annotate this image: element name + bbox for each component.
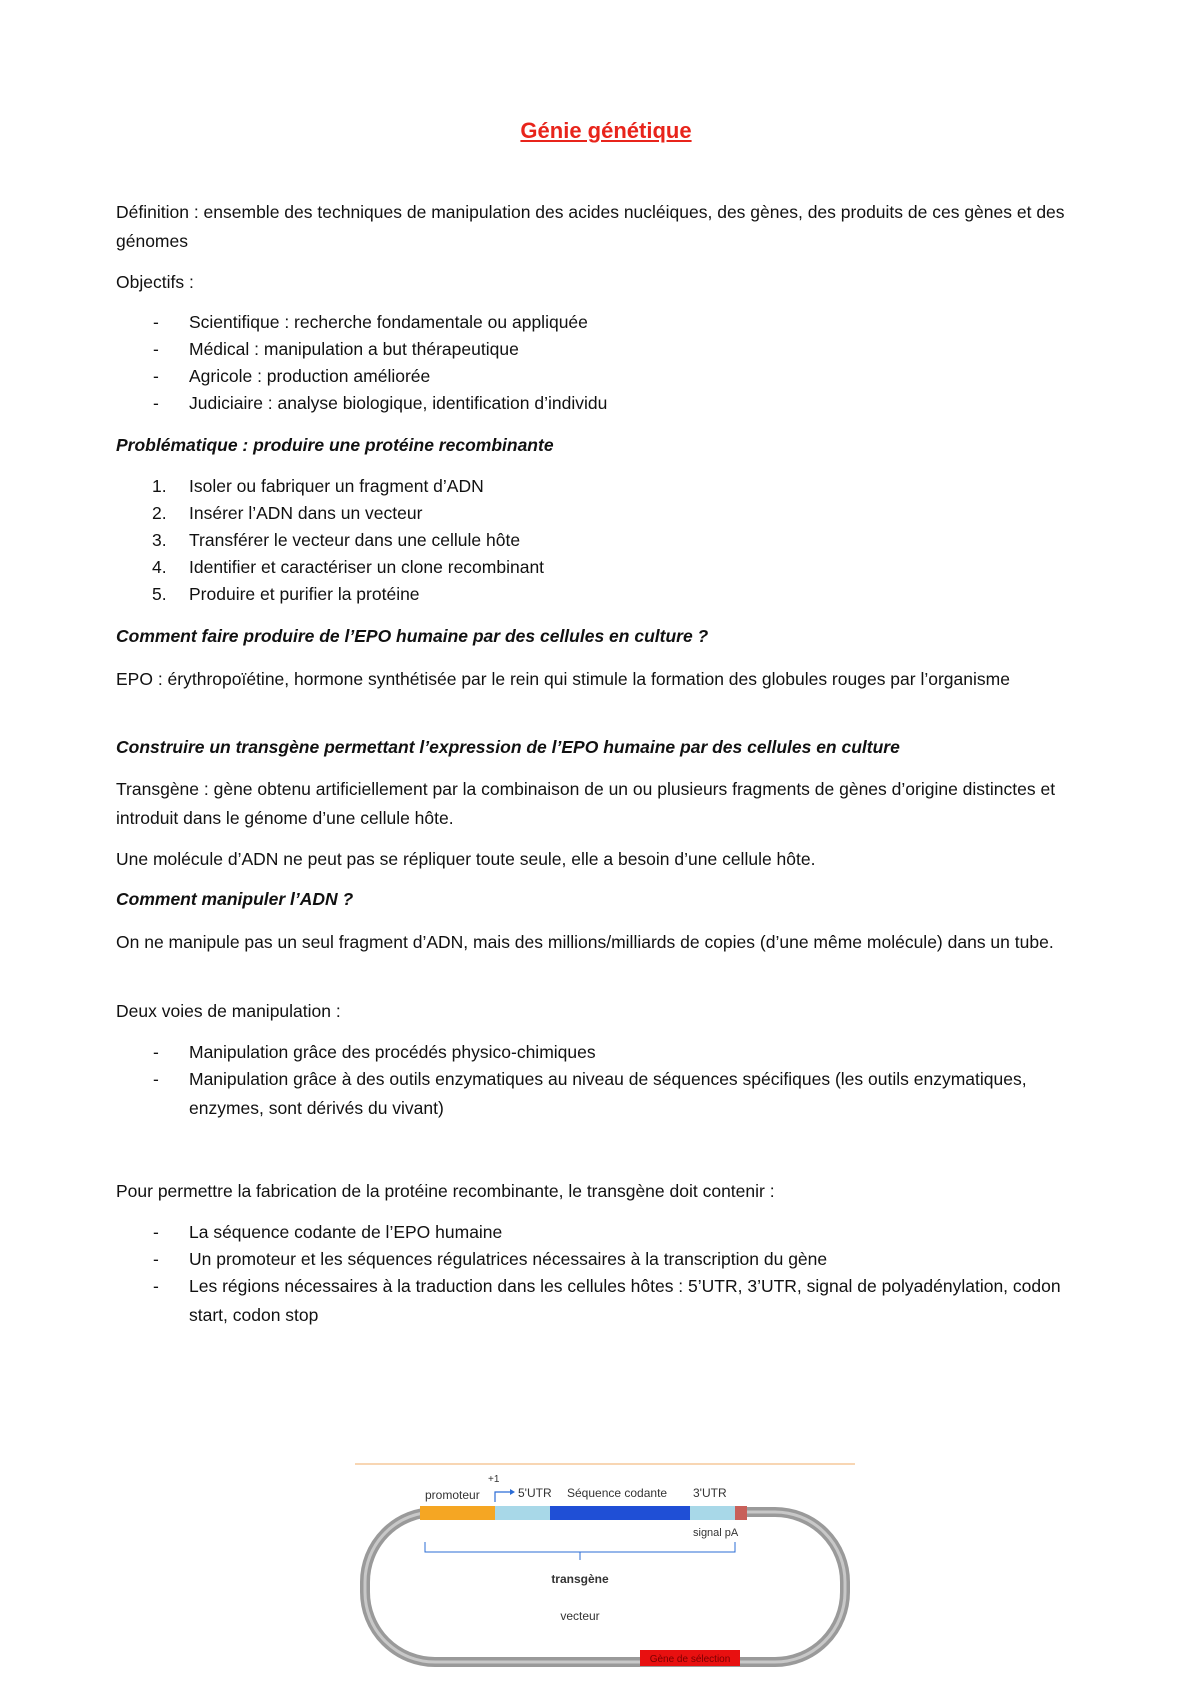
utr3-segment [690, 1506, 735, 1520]
manipuler-paragraph: On ne manipule pas un seul fragment d’ADN, mais des millions/milliards de copies (d’une même molécule) dans un tube. [116, 932, 1054, 952]
manipuler-heading: Comment manipuler l’ADN ? [116, 889, 354, 909]
definition-paragraph: Définition : ensemble des techniques de manipulation des acides nucléiques, des gènes, des produits de ces gènes et des génomes [116, 202, 1065, 251]
bullet-dash: - [153, 1042, 159, 1062]
bullet-dash: - [153, 1222, 159, 1242]
bullet-dash: - [153, 1069, 159, 1089]
page-title: Génie génétique [520, 118, 692, 143]
transgene-heading: Construire un transgène permettant l’expression de l’EPO humaine par des cellules en culture [116, 737, 900, 757]
signal-pa-segment [735, 1506, 747, 1520]
utr3-label: 3'UTR [693, 1486, 727, 1500]
plus-one-label: +1 [488, 1474, 500, 1485]
selection-gene-label: Gène de sélection [649, 1654, 731, 1665]
sequence-codante-label: Séquence codante [567, 1486, 668, 1500]
signal-pa-label: signal pA [693, 1527, 739, 1539]
contenu-intro-paragraph: Pour permettre la fabrication de la protéine recombinante, le transgène doit contenir : [116, 1181, 775, 1201]
utr5-label: 5'UTR [518, 1486, 552, 1500]
replication-note-paragraph: Une molécule d’ADN ne peut pas se répliquer toute seule, elle a besoin d’une cellule hôte. [116, 849, 816, 869]
vecteur-label: vecteur [560, 1609, 600, 1623]
bullet-dash: - [153, 312, 159, 332]
transgene-vector-diagram [355, 1462, 855, 1667]
transgene-label: transgène [551, 1572, 609, 1586]
sequence-codante-segment [550, 1506, 690, 1520]
bullet-dash: - [153, 1249, 159, 1269]
bullet-dash: - [153, 1276, 159, 1296]
transgene-bracket [425, 1542, 735, 1552]
utr5-segment [495, 1506, 550, 1520]
epo-question-heading: Comment faire produire de l’EPO humaine par des cellules en culture ? [116, 626, 709, 646]
arrow-head-icon [510, 1489, 515, 1495]
bullet-dash: - [153, 393, 159, 413]
bullet-dash: - [153, 366, 159, 386]
transcription-start-arrow [495, 1492, 510, 1502]
promoteur-label: promoteur [425, 1488, 480, 1502]
problematique-heading: Problématique : produire une protéine recombinante [116, 435, 554, 455]
epo-definition-paragraph: EPO : érythropoïétine, hormone synthétisée par le rein qui stimule la formation des globules rouges par l’organisme [116, 669, 1010, 689]
vector-ring-inner [365, 1512, 845, 1662]
voies-heading: Deux voies de manipulation : [116, 1001, 341, 1021]
bullet-dash: - [153, 339, 159, 359]
promoteur-segment [420, 1506, 495, 1520]
vector-ring [365, 1512, 845, 1662]
transgene-definition-paragraph: Transgène : gène obtenu artificiellement par la combinaison de un ou plusieurs fragments de gènes d’origine distinctes et introduit dans le génome d’une cellule hôte. [116, 779, 1056, 828]
objectifs-heading: Objectifs : [116, 272, 194, 292]
